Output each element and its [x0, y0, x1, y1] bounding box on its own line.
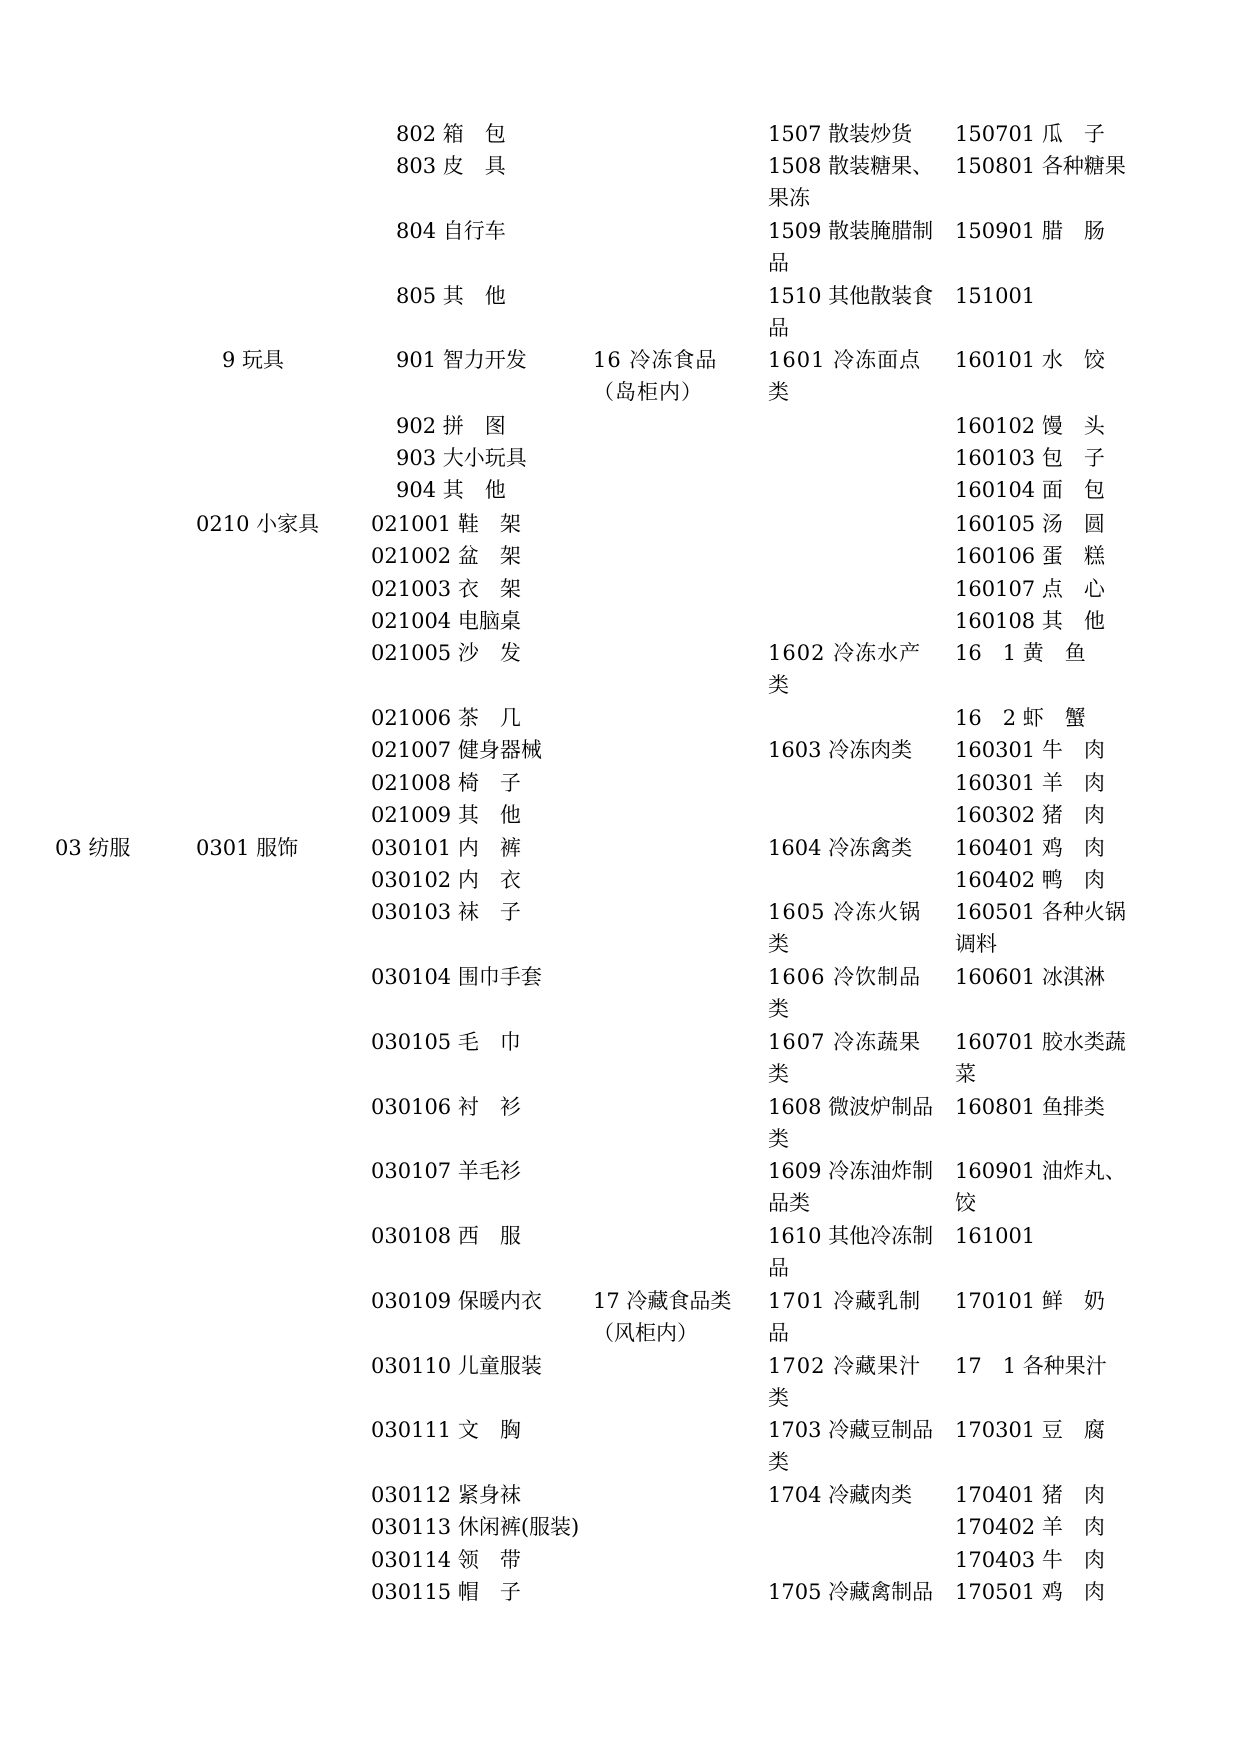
subcategory: 1704 冷藏肉类: [768, 1483, 913, 1507]
level3-item: 030104 围巾手套: [371, 965, 542, 989]
level3-item: 803 皮 具: [396, 154, 506, 178]
level3-item: 021001 鞋 架: [371, 512, 521, 536]
level3-item: 021003 衣 架: [371, 577, 521, 601]
level3-item: 030107 羊毛衫: [371, 1159, 521, 1183]
level3-item: 903 大小玩具: [396, 446, 527, 470]
item: 160104 面 包: [955, 478, 1105, 502]
level3-item: 902 拼 图: [396, 414, 506, 438]
item: 161001: [955, 1224, 1036, 1248]
item: 160107 点 心: [955, 577, 1105, 601]
level3-item: 021009 其 他: [371, 803, 521, 827]
subcategory: 1606 冷饮制品类: [768, 965, 922, 1021]
level2-category: 0301 服饰: [196, 836, 299, 860]
subcategory: 1604 冷冻禽类: [768, 836, 913, 860]
item: 16 2 虾 蟹: [955, 706, 1086, 730]
level3-item: 030103 袜 子: [371, 900, 521, 924]
item: 160301 羊 肉: [955, 771, 1105, 795]
subcategory: 1703 冷藏豆制品类: [768, 1418, 934, 1474]
level3-item: 030102 内 衣: [371, 868, 521, 892]
item: 160108 其 他: [955, 609, 1105, 633]
item: 151001: [955, 284, 1036, 308]
level3-item: 030114 领 带: [371, 1548, 521, 1572]
subcategory: 1608 微波炉制品类: [768, 1095, 934, 1151]
subcategory: 1610 其他冷冻制品: [768, 1224, 934, 1280]
level3-item: 021008 椅 子: [371, 771, 521, 795]
item: 17 1 各种果汁: [955, 1354, 1107, 1378]
item: 160402 鸭 肉: [955, 868, 1105, 892]
subcategory: 1510 其他散装食品: [768, 284, 934, 340]
item: 160901 油炸丸、饺: [955, 1159, 1126, 1215]
item: 170402 羊 肉: [955, 1515, 1105, 1539]
item: 160105 汤 圆: [955, 512, 1105, 536]
item: 160302 猪 肉: [955, 803, 1105, 827]
level3-item: 021002 盆 架: [371, 544, 521, 568]
subcategory: 1602 冷冻水产类: [768, 641, 922, 697]
level3-item: 021005 沙 发: [371, 641, 521, 665]
item: 160501 各种火锅调料: [955, 900, 1126, 956]
item: 160102 馒 头: [955, 414, 1105, 438]
item: 150801 各种糖果: [955, 154, 1126, 178]
level3-item: 030101 内 裤: [371, 836, 521, 860]
level1-category: 03 纺服: [55, 836, 131, 860]
item: 160801 鱼排类: [955, 1095, 1105, 1119]
item: 150701 瓜 子: [955, 122, 1105, 146]
level2-category: 0210 小家具: [196, 512, 320, 536]
subcategory: 1603 冷冻肉类: [768, 738, 913, 762]
level2-category: 9 玩具: [222, 348, 285, 372]
level3-item: 030109 保暖内衣: [371, 1289, 542, 1313]
level3-item: 030113 休闲裤(服装): [371, 1515, 580, 1539]
item: 170101 鲜 奶: [955, 1289, 1105, 1313]
level3-item: 030110 儿童服装: [371, 1354, 542, 1378]
level3-item: 901 智力开发: [396, 348, 527, 372]
level3-item: 021006 茶 几: [371, 706, 521, 730]
item: 160301 牛 肉: [955, 738, 1105, 762]
item: 170403 牛 肉: [955, 1548, 1105, 1572]
subcategory: 1601 冷冻面点类: [768, 348, 922, 404]
item: 170301 豆 腐: [955, 1418, 1105, 1442]
item: 170501 鸡 肉: [955, 1580, 1105, 1604]
level3-item: 904 其 他: [396, 478, 506, 502]
item: 160401 鸡 肉: [955, 836, 1105, 860]
item: 170401 猪 肉: [955, 1483, 1105, 1507]
subcategory: 1508 散装糖果、果冻: [768, 154, 934, 210]
item: 160106 蛋 糕: [955, 544, 1105, 568]
level3-item: 030106 衬 衫: [371, 1095, 521, 1119]
level3-item: 802 箱 包: [396, 122, 506, 146]
item: 16 1 黄 鱼: [955, 641, 1086, 665]
level3-item: 021004 电脑桌: [371, 609, 521, 633]
level3-item: 030115 帽 子: [371, 1580, 521, 1604]
subcategory: 1609 冷冻油炸制品类: [768, 1159, 934, 1215]
subcategory: 1701 冷藏乳制品: [768, 1289, 922, 1345]
level3-item: 804 自行车: [396, 219, 506, 243]
level3-item: 030112 紧身袜: [371, 1483, 521, 1507]
category-chilled-food: 17 冷藏食品类（风柜内）: [593, 1289, 732, 1345]
subcategory: 1507 散装炒货: [768, 122, 913, 146]
item: 150901 腊 肠: [955, 219, 1105, 243]
item: 160103 包 子: [955, 446, 1105, 470]
level3-item: 021007 健身器械: [371, 738, 542, 762]
subcategory: 1705 冷藏禽制品: [768, 1580, 934, 1604]
subcategory: 1702 冷藏果汁类: [768, 1354, 922, 1410]
category-frozen-food: 16 冷冻食品（岛柜内）: [593, 348, 718, 404]
item: 160701 胶水类蔬菜: [955, 1030, 1126, 1086]
level3-item: 030108 西 服: [371, 1224, 521, 1248]
subcategory: 1607 冷冻蔬果类: [768, 1030, 922, 1086]
item: 160101 水 饺: [955, 348, 1105, 372]
level3-item: 805 其 他: [396, 284, 506, 308]
level3-item: 030111 文 胸: [371, 1418, 521, 1442]
level3-item: 030105 毛 巾: [371, 1030, 521, 1054]
subcategory: 1605 冷冻火锅类: [768, 900, 922, 956]
subcategory: 1509 散装腌腊制品: [768, 219, 934, 275]
item: 160601 冰淇淋: [955, 965, 1105, 989]
